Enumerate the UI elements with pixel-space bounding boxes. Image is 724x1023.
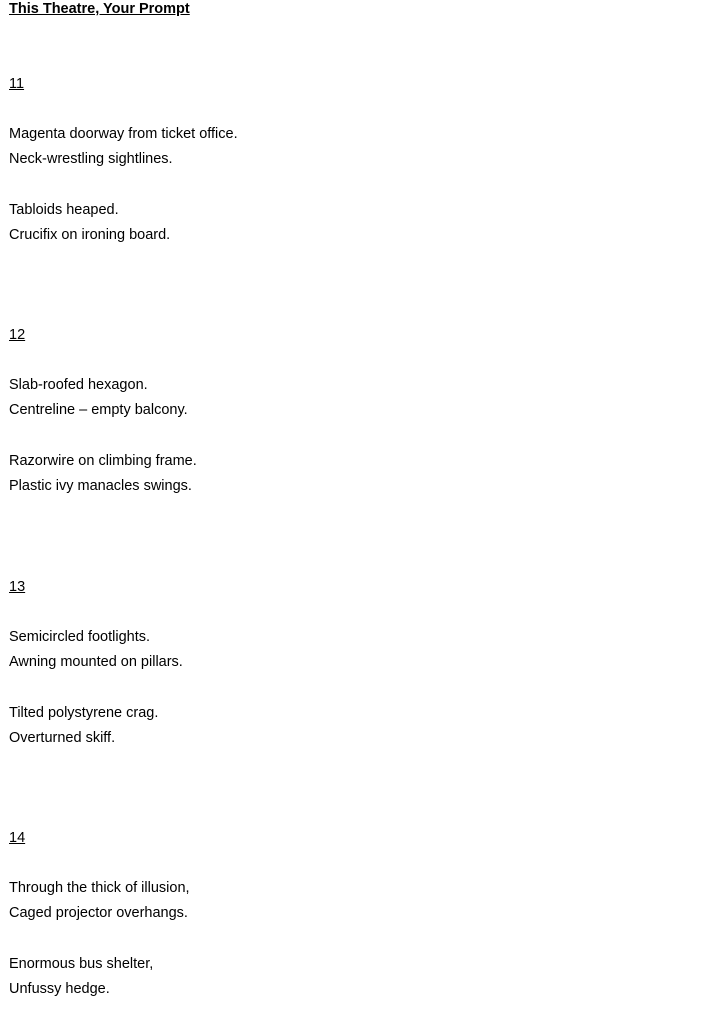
- verse-line: Slab-roofed hexagon.: [9, 377, 148, 393]
- verse-line: Centreline – empty balcony.: [9, 402, 188, 418]
- section-number: 11: [9, 76, 25, 92]
- verse-line: Plastic ivy manacles swings.: [9, 478, 192, 494]
- verse-line: Caged projector overhangs.: [9, 905, 188, 921]
- section-number: 13: [9, 579, 26, 595]
- verse-line: Through the thick of illusion,: [9, 880, 190, 896]
- verse-line: Magenta doorway from ticket office.: [9, 126, 238, 142]
- verse-line: Tabloids heaped.: [9, 202, 119, 218]
- section-number: 14: [9, 830, 26, 846]
- verse-line: Crucifix on ironing board.: [9, 227, 171, 243]
- verse-line: Enormous bus shelter,: [9, 956, 154, 972]
- verse-line: Neck-wrestling sightlines.: [9, 151, 173, 167]
- verse-line: Unfussy hedge.: [9, 981, 110, 997]
- verse-line: Razorwire on climbing frame.: [9, 453, 197, 469]
- verse-line: Overturned skiff.: [9, 730, 116, 746]
- verse-line: Awning mounted on pillars.: [9, 654, 183, 670]
- verse-line: Tilted polystyrene crag.: [9, 705, 159, 721]
- verse-line: Semicircled footlights.: [9, 629, 151, 645]
- section-number: 12: [9, 327, 26, 343]
- document-title: This Theatre, Your Prompt: [9, 1, 190, 17]
